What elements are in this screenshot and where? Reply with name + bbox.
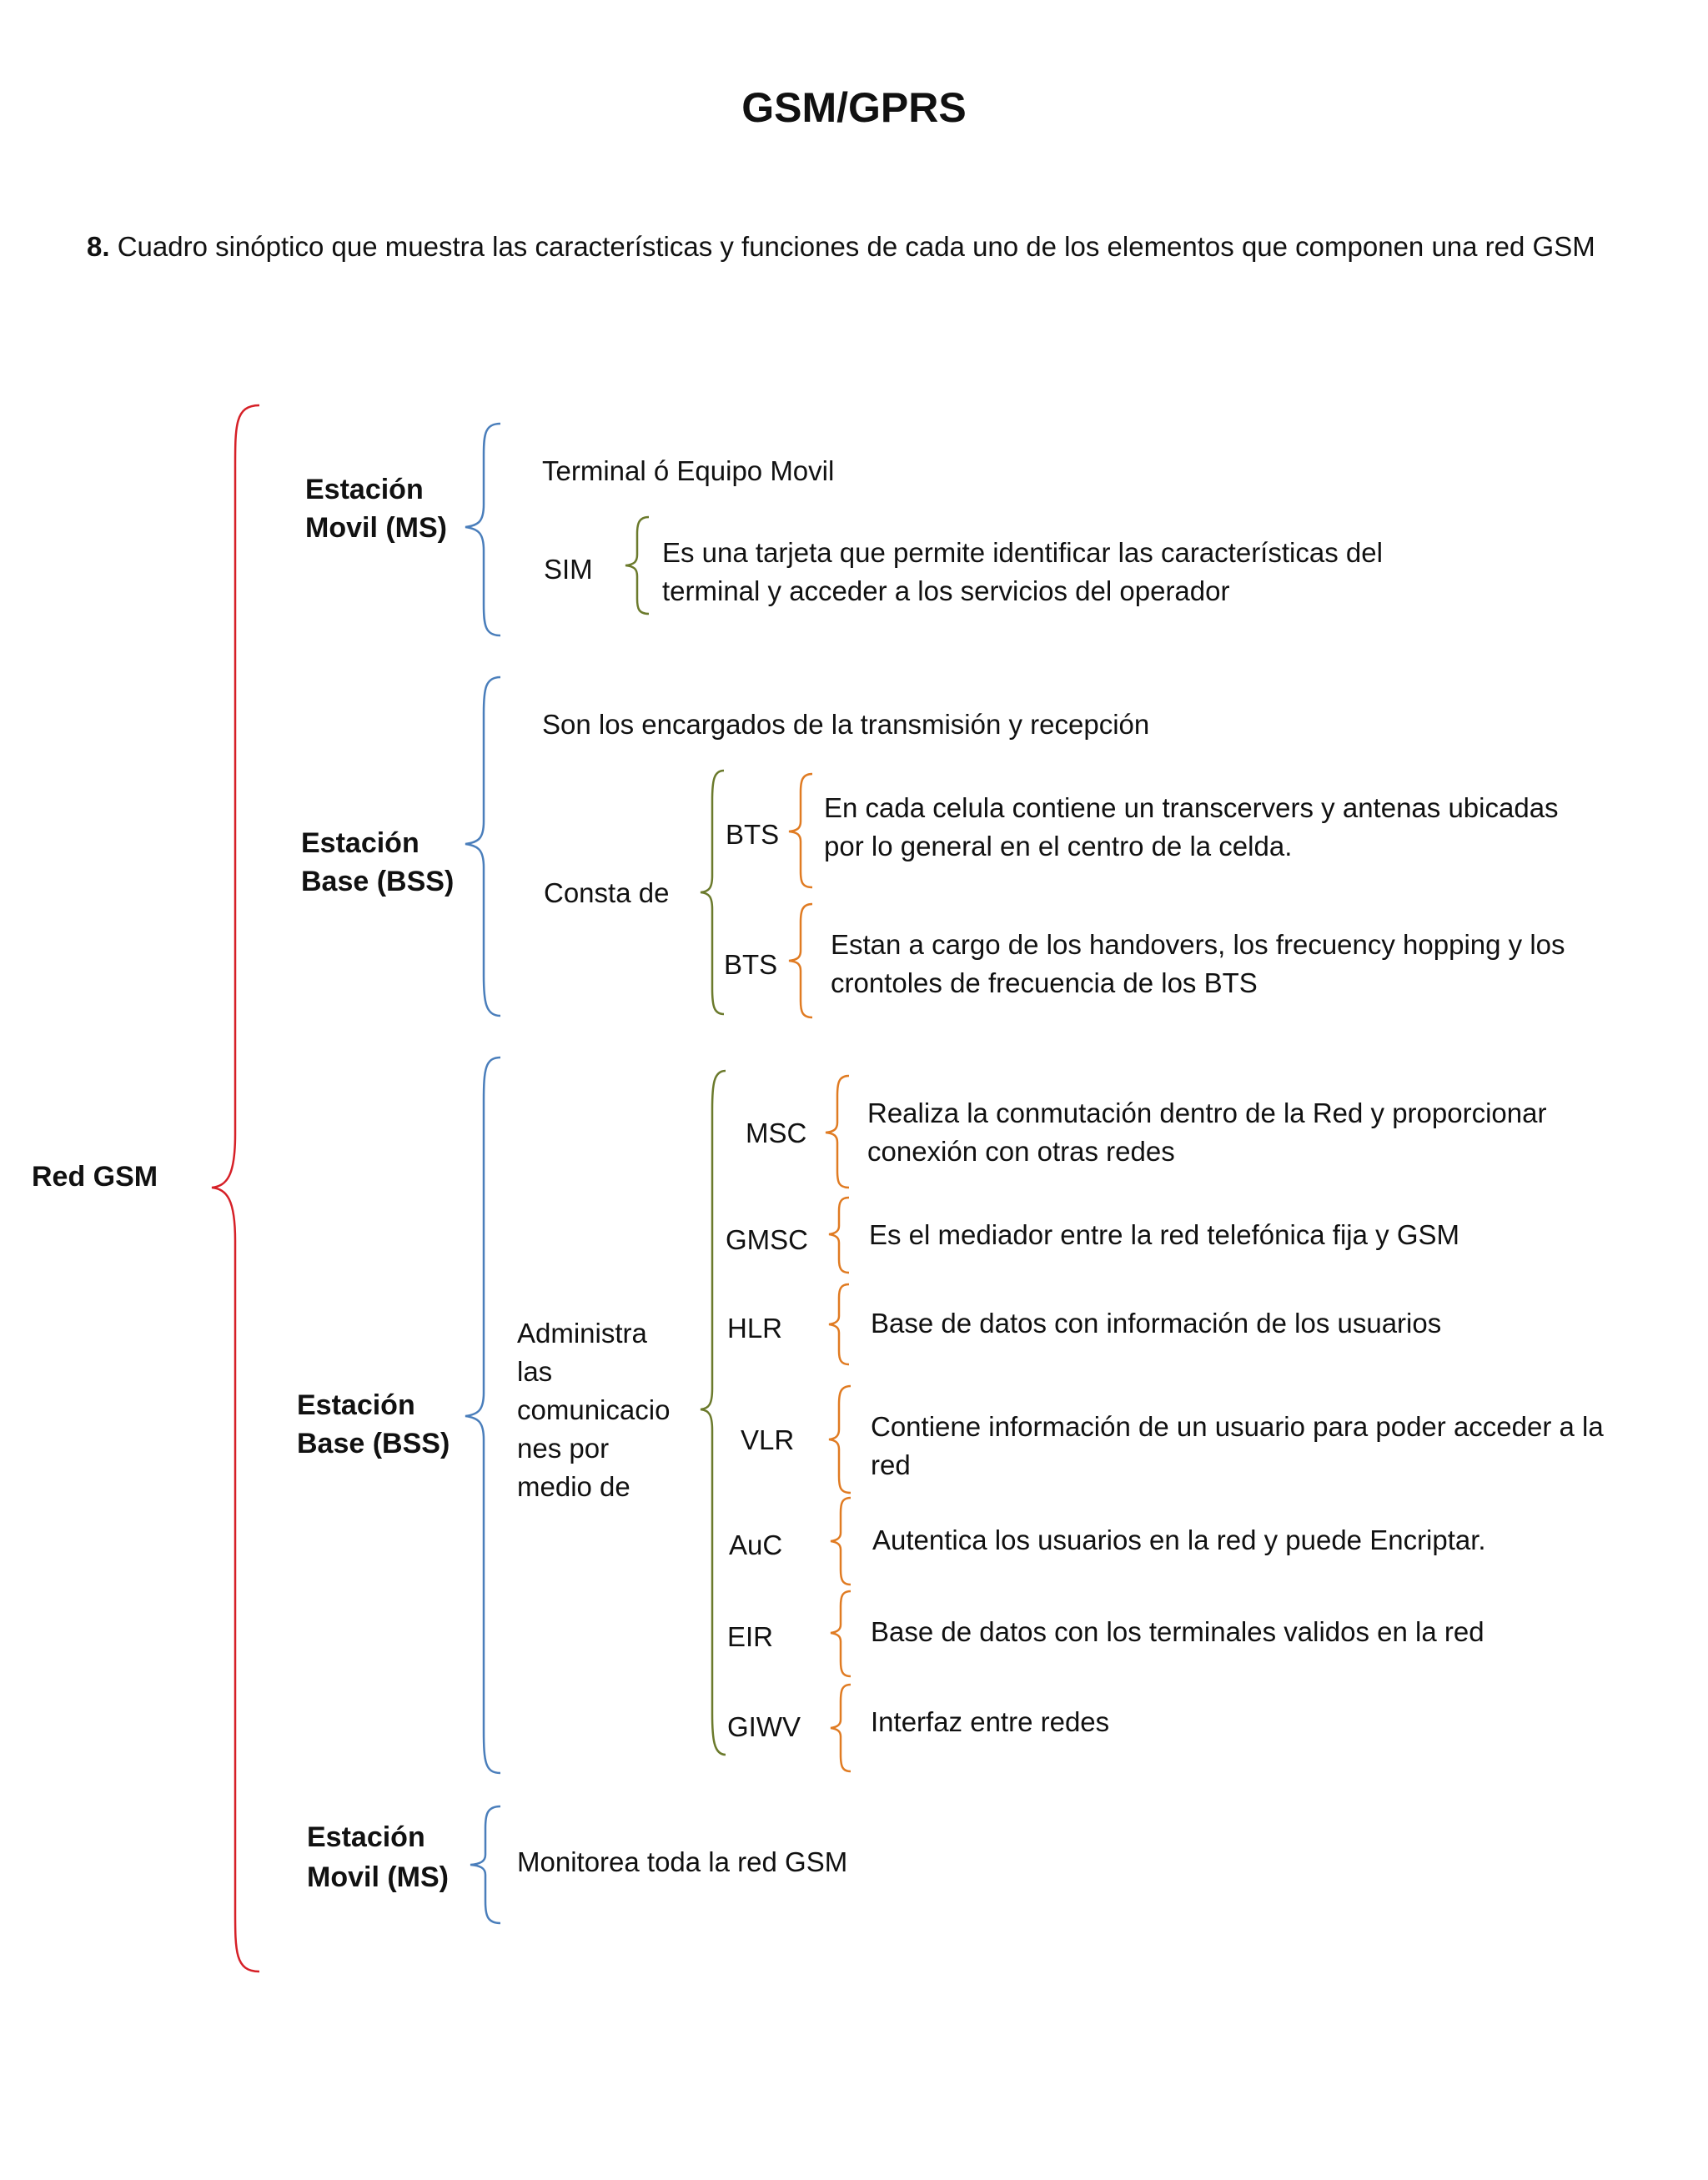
bss-brace (465, 677, 500, 1016)
hlr-desc: Base de datos con información de los usuarios (871, 1308, 1442, 1339)
oms-title-line1: Estación (307, 1821, 425, 1853)
ms-title-line1: Estación (305, 474, 424, 505)
ms-terminal: Terminal ó Equipo Movil (542, 455, 835, 486)
gmsc-label: GMSC (726, 1224, 808, 1255)
msc-label: MSC (746, 1118, 807, 1148)
bss-title-line1: Estación (301, 827, 419, 859)
oms-desc: Monitorea toda la red GSM (517, 1846, 848, 1877)
bss-summary: Son los encargados de la transmisión y recepción (542, 709, 1150, 740)
nss-admin-line2: las (517, 1356, 553, 1387)
sim-desc-line1: Es una tarjeta que permite identificar las características del (662, 537, 1383, 568)
nss-title-line1: Estación (297, 1389, 415, 1421)
bts1-desc-line1: En cada celula contiene un transcervers y antenas ubicadas (824, 792, 1559, 823)
auc-label: AuC (729, 1530, 783, 1560)
bts2-brace (789, 904, 812, 1017)
eir-brace (831, 1591, 851, 1676)
sim-desc-line2: terminal y acceder a los servicios del operador (662, 575, 1230, 606)
bss-title-line2: Base (BSS) (301, 866, 455, 897)
intro-text: Cuadro sinóptico que muestra las características y funciones de cada uno de los elementos que componen una red GSM (117, 231, 1595, 262)
msc-desc-line2: conexión con otras redes (867, 1136, 1175, 1164)
sim-brace (625, 517, 649, 614)
bss-consta: Consta de (544, 877, 670, 908)
page-title: GSM/GPRS (741, 84, 967, 131)
consta-brace (701, 771, 724, 1014)
bts1-label: BTS (726, 819, 780, 846)
msc-brace (826, 1076, 849, 1188)
nss-admin-line4: nes por (517, 1433, 610, 1464)
ms-title-line2: Movil (MS) (305, 512, 447, 544)
ms-brace (465, 424, 500, 635)
hlr-label: HLR (727, 1313, 783, 1344)
vlr-brace (829, 1386, 851, 1493)
oms-brace (470, 1806, 500, 1923)
gmsc-desc: Es el mediador entre la red telefónica fija y GSM (869, 1219, 1460, 1250)
nss-items-brace (701, 1071, 726, 1755)
nss-title-line2: Base (BSS) (297, 1428, 450, 1459)
giwv-desc: Interfaz entre redes (871, 1706, 1110, 1737)
msc-desc-line1: Realiza la conmutación dentro de la Red y proporcionar (867, 1098, 1547, 1128)
nss-admin-line5: medio de (517, 1471, 630, 1502)
intro-number: 8. (87, 231, 110, 262)
auc-desc: Autentica los usuarios en la red y puede Encriptar. (872, 1524, 1486, 1555)
oms-title-line2: Movil (MS) (307, 1861, 449, 1893)
bts2-label: BTS (724, 949, 778, 976)
auc-brace (831, 1498, 851, 1585)
vlr-desc-line2: red (871, 1449, 911, 1480)
bts2-desc-line1: Estan a cargo de los handovers, los frecuency hopping y los (831, 929, 1565, 960)
root-label: Red GSM (32, 1161, 158, 1193)
nss-admin-line3: comunicacio (517, 1394, 671, 1425)
nss-brace (465, 1057, 500, 1773)
vlr-label: VLR (741, 1424, 795, 1455)
root-brace (212, 405, 259, 1972)
giwv-brace (831, 1685, 851, 1771)
giwv-label: GIWV (727, 1711, 801, 1742)
bts1-brace (789, 774, 812, 887)
ms-sim: SIM (544, 554, 593, 585)
eir-label: EIR (727, 1621, 774, 1652)
hlr-brace (829, 1284, 849, 1364)
bts2-desc-line2: crontoles de frecuencia de los BTS (831, 967, 1258, 998)
eir-desc: Base de datos con los terminales validos en la red (871, 1616, 1484, 1647)
bts1-desc-line2: por lo general en el centro de la celda. (824, 831, 1293, 861)
gmsc-brace (829, 1198, 849, 1273)
nss-admin-line1: Administra (517, 1318, 647, 1349)
vlr-desc-line1: Contiene información de un usuario para poder acceder a la (871, 1411, 1604, 1442)
